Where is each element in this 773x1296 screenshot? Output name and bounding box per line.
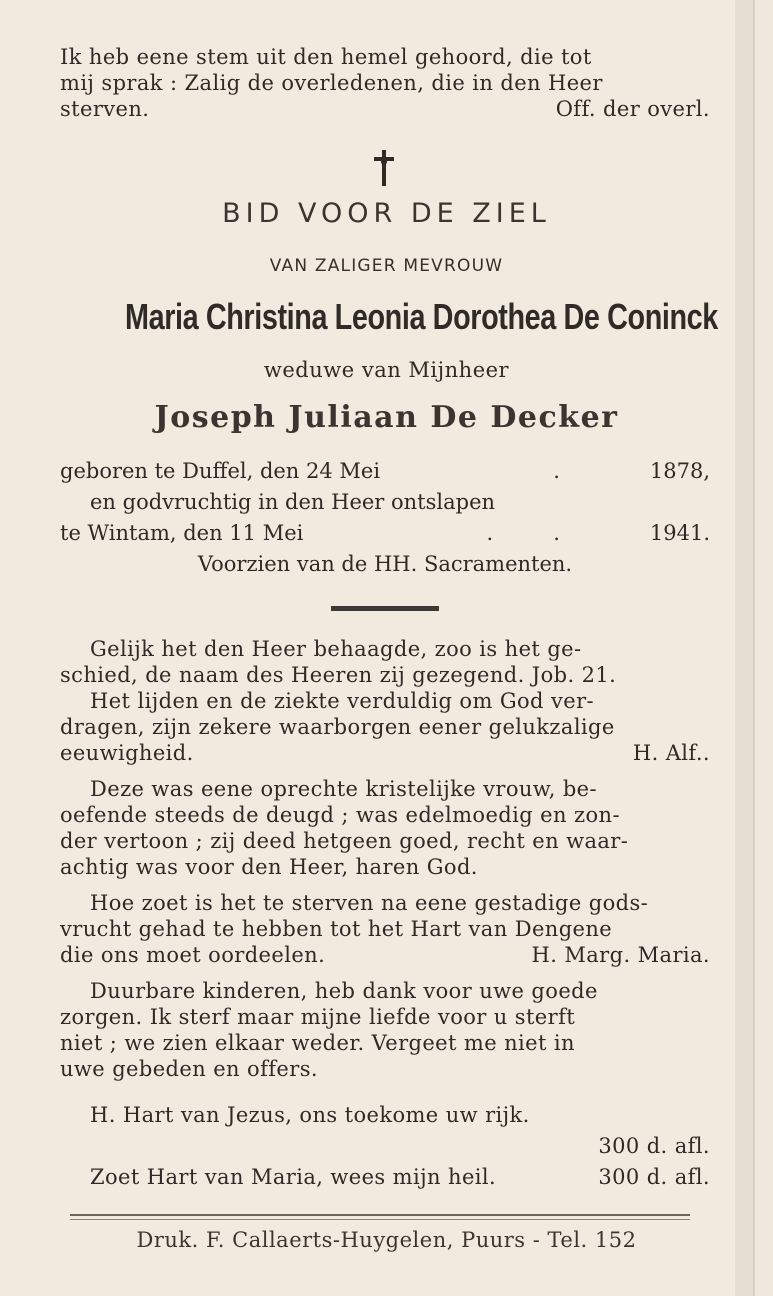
p4-line-3: die ons moet oordeelen. H. Marg. Maria. xyxy=(60,943,710,967)
heading-van: VAN ZALIGER MEVROUW xyxy=(269,256,504,276)
p3-line-3: der vertoon ; zij deed hetgeen goed, recht en waar- xyxy=(60,829,629,853)
prayer-2: Zoet Hart van Maria, wees mijn heil. 300 d. afl. xyxy=(90,1165,710,1189)
cross-icon xyxy=(372,148,396,188)
death-line: te Wintam, den 11 Mei . . 1941. xyxy=(60,521,710,545)
p3-line-1: Deze was eene oprechte kristelijke vrouw, be- xyxy=(90,777,598,801)
body-text xyxy=(60,636,710,1082)
p4-line-1: Hoe zoet is het te sterven na eene gestadige gods- xyxy=(90,891,649,915)
prayer-1-indulgence: 300 d. afl. xyxy=(598,1134,710,1158)
heading-bid: BID VOOR DE ZIEL xyxy=(222,198,551,229)
sacraments-line: Voorzien van de HH. Sacramenten. xyxy=(197,552,573,576)
p2-line-3: eeuwigheid. H. Alf.. xyxy=(60,741,710,765)
motto-line-2: mij sprak : Zalig de overledenen, die in den Heer xyxy=(60,71,603,95)
death-intro-line: en godvruchtig in den Heer ontslapen xyxy=(90,490,496,514)
p5-line-4: uwe gebeden en offers. xyxy=(60,1057,318,1081)
p5-line-3: niet ; we zien elkaar weder. Vergeet me niet in xyxy=(60,1031,575,1055)
prayer-1: H. Hart van Jezus, ons toekome uw rijk. xyxy=(90,1103,530,1127)
printer-line: Druk. F. Callaerts-Huygelen, Puurs - Tel. 152 xyxy=(136,1228,637,1252)
weduwe-line: weduwe van Mijnheer xyxy=(263,358,510,382)
p3-line-4: achtig was voor den Heer, haren God. xyxy=(60,855,478,879)
footer-rule xyxy=(70,1214,690,1216)
p1-line-1: Gelijk het den Heer behaagde, zoo is het ge- xyxy=(90,637,582,661)
birth-line: geboren te Duffel, den 24 Mei . 1878, xyxy=(60,459,710,483)
p2-line-2: dragen, zijn zekere waarborgen eener gelukzalige xyxy=(60,715,615,739)
p5-line-2: zorgen. Ik sterf maar mijne liefde voor u sterft xyxy=(60,1005,576,1029)
p1-line-2: schied, de naam des Heeren zij gezegend. Job. 21. xyxy=(60,663,617,687)
deceased-name: Maria Christina Leonia Dorothea De Coninck xyxy=(125,296,718,337)
p3-line-2: oefende steeds de deugd ; was edelmoedig en zon- xyxy=(60,803,620,827)
p5-line-1: Duurbare kinderen, heb dank voor uwe goede xyxy=(90,979,598,1003)
motto xyxy=(60,44,710,122)
husband-name: Joseph Juliaan De Decker xyxy=(154,400,619,435)
footer-rule-thin xyxy=(70,1219,690,1220)
motto-line-1: Ik heb eene stem uit den hemel gehoord, die tot xyxy=(60,45,592,69)
motto-line-3: sterven. Off. der overl. xyxy=(60,97,710,121)
p4-line-2: vrucht gehad te hebben tot het Hart van Dengene xyxy=(60,917,613,941)
divider xyxy=(331,606,439,611)
card-edge xyxy=(735,0,753,1296)
life-details xyxy=(60,456,710,580)
p2-line-1: Het lijden en de ziekte verduldig om God ver- xyxy=(90,689,595,713)
prayers xyxy=(60,1100,710,1193)
